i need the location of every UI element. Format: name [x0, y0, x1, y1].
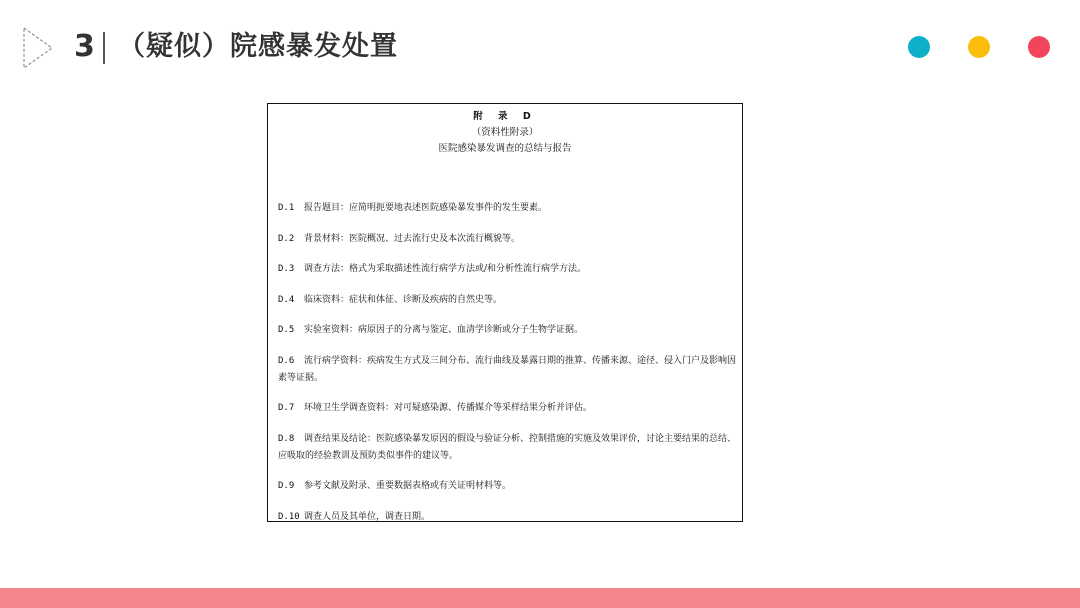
item-code: D.10 [278, 511, 300, 522]
document-item [278, 261, 736, 278]
section-divider [103, 32, 105, 64]
item-text: 实验室资料：病原因子的分离与鉴定、血清学诊断或分子生物学证据。 [304, 325, 584, 335]
item-text: 临床资料：症状和体征、诊断及疾病的自然史等。 [304, 294, 503, 305]
item-code: D.1 [278, 203, 295, 213]
item-text: 背景材料：医院概况、过去流行史及本次流行概貌等。 [304, 233, 521, 244]
red-dot-icon [1028, 36, 1050, 58]
item-code: D.8 [278, 433, 295, 444]
item-code: D.3 [278, 264, 295, 274]
item-text: 报告题目：应简明扼要地表述医院感染暴发事件的发生要素。 [304, 203, 548, 213]
section-number: 3 [74, 29, 95, 64]
item-code: D.4 [278, 294, 295, 305]
bottom-bar [0, 588, 1080, 608]
appendix-label: 附 录 D [473, 111, 537, 122]
item-code: D.2 [278, 233, 295, 244]
item-code: D.7 [278, 403, 295, 413]
document-item [278, 509, 736, 526]
item-text: 环境卫生学调查资料：对可疑感染源、传播媒介等采样结果分析并评估。 [304, 403, 593, 413]
document-item [278, 231, 736, 248]
appendix-document [267, 103, 743, 522]
document-item [278, 292, 736, 309]
item-code: D.9 [278, 481, 295, 491]
cyan-dot-icon [908, 36, 930, 58]
document-item-list [278, 200, 736, 539]
item-code: D.6 [278, 355, 295, 366]
yellow-dot-icon [968, 36, 990, 58]
document-item [278, 400, 736, 417]
document-item [278, 200, 736, 217]
item-text: 调查方法：格式为采取描述性流行病学方法或/和分析性流行病学方法。 [304, 264, 587, 274]
item-text: 调查结果及结论：医院感染暴发原因的假设与验证分析、控制措施的实施及效果评价，讨论主要结果的总结、应吸取的经验教训及预防类似事件的建议等。 [278, 433, 737, 461]
item-text: 参考文献及附录、重要数据表格或有关证明材料等。 [304, 481, 512, 491]
page-title: （疑似）院感暴发处置 [118, 31, 398, 62]
document-item [278, 322, 736, 339]
document-item [278, 478, 736, 495]
triangle-play-icon [22, 26, 54, 70]
item-text: 调查人员及其单位，调查日期。 [304, 511, 431, 522]
item-text: 流行病学资料：疾病发生方式及三间分布、流行曲线及暴露日期的推算、传播来源、途径、侵入门户及影响因素等证据。 [278, 355, 737, 383]
document-item [278, 353, 736, 387]
document-title: 医院感染暴发调查的总结与报告 [438, 143, 572, 154]
appendix-nature: （资料性附录） [471, 127, 539, 138]
document-header [268, 104, 742, 157]
document-item [278, 431, 736, 465]
item-code: D.5 [278, 325, 295, 335]
